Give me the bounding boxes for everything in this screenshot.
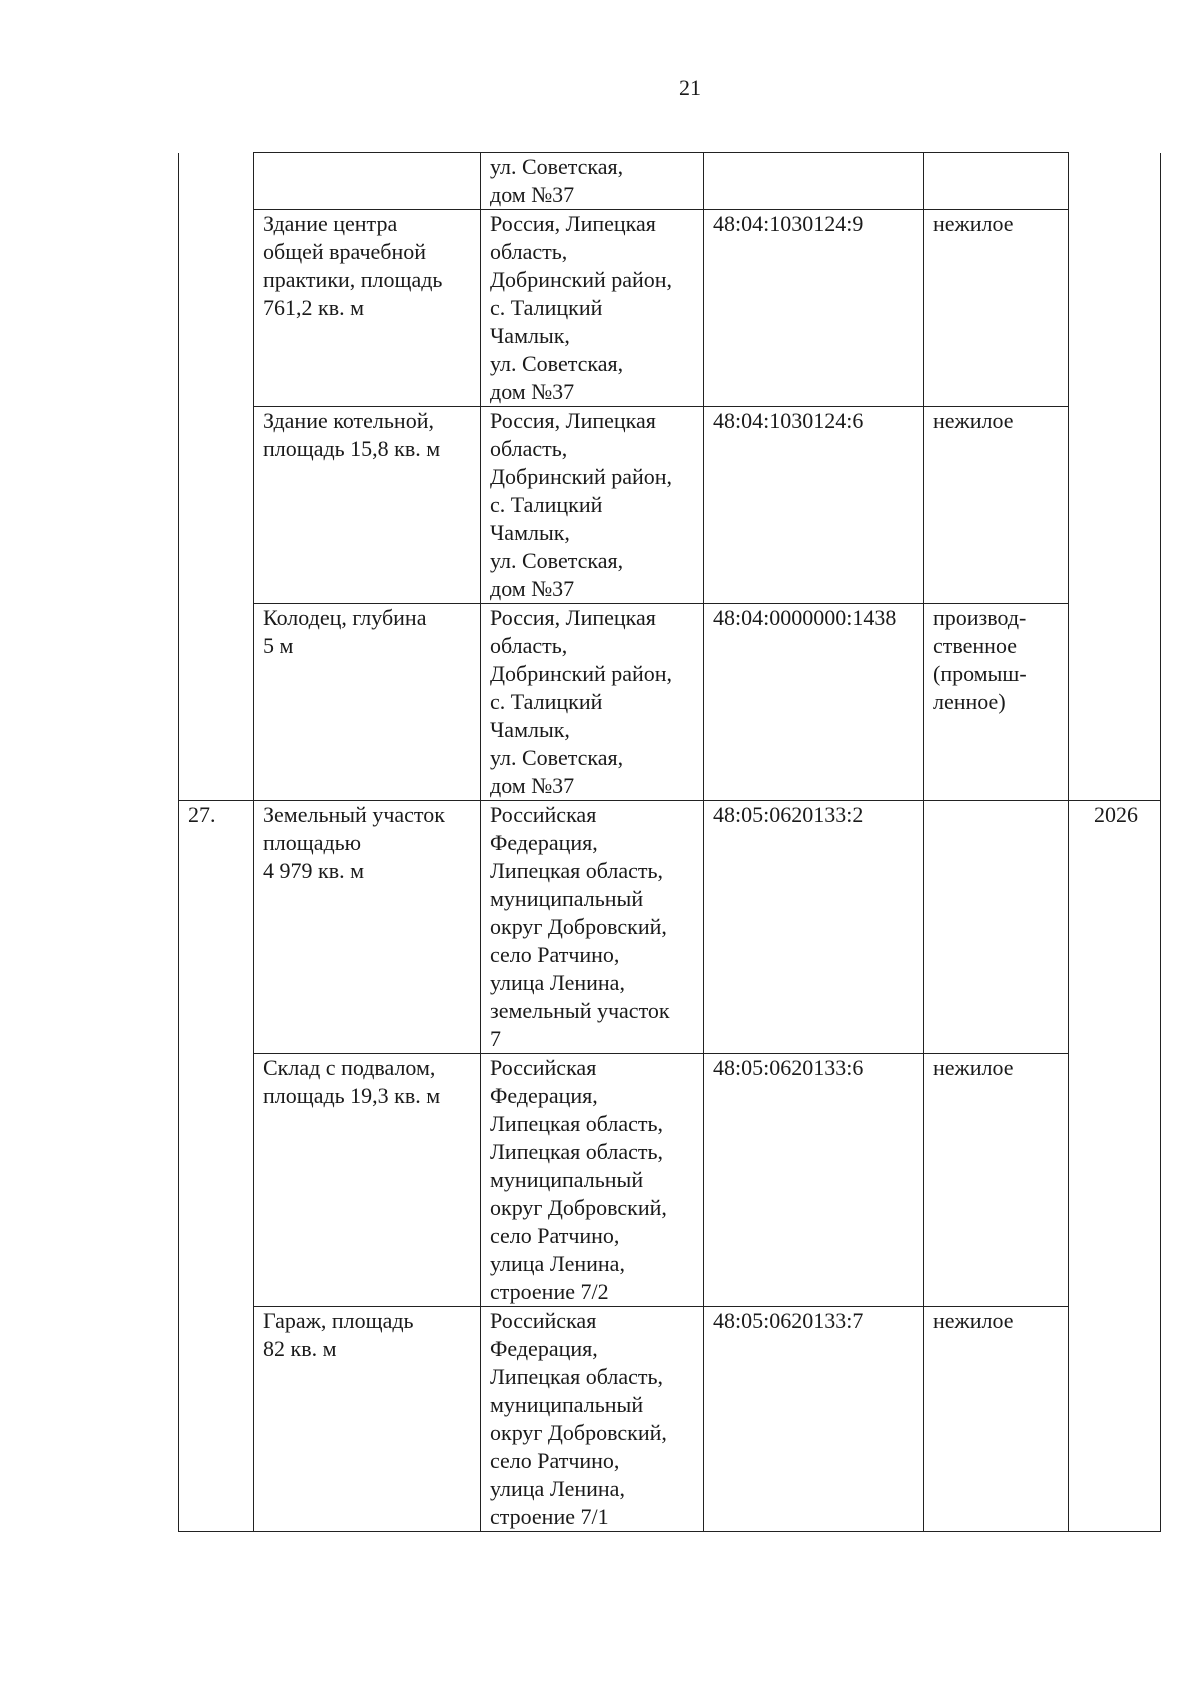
purpose-cell: производ- ственное (промыш- ленное) bbox=[924, 604, 1069, 801]
year-cell: 2026 bbox=[1069, 801, 1161, 1532]
item-number-cell: 27. bbox=[179, 801, 254, 1532]
address-cell: Россия, Липецкая область, Добринский район, с. Талицкий Чамлык, ул. Советская, дом №37 bbox=[481, 407, 704, 604]
address-cell: Российская Федерация, Липецкая область, Липецкая область, муниципальный округ Добровский, село Ратчино, улица Ленина, строение 7/2 bbox=[481, 1054, 704, 1307]
item-number-cell bbox=[179, 153, 254, 801]
table-row bbox=[179, 407, 1161, 604]
table-row bbox=[179, 1307, 1161, 1532]
object-name-cell: Склад с подвалом, площадь 19,3 кв. м bbox=[254, 1054, 481, 1307]
page-number: 21 bbox=[679, 75, 701, 100]
cadastral-number-cell: 48:04:0000000:1438 bbox=[704, 604, 924, 801]
address-cell: Российская Федерация, Липецкая область, муниципальный округ Добровский, село Ратчино, улица Ленина, земельный участок 7 bbox=[481, 801, 704, 1054]
object-name-cell: Здание котельной, площадь 15,8 кв. м bbox=[254, 407, 481, 604]
address-cell: Российская Федерация, Липецкая область, муниципальный округ Добровский, село Ратчино, улица Ленина, строение 7/1 bbox=[481, 1307, 704, 1532]
cadastral-number-cell bbox=[704, 153, 924, 210]
table-row bbox=[179, 210, 1161, 407]
table-row bbox=[179, 1054, 1161, 1307]
property-table bbox=[178, 152, 1161, 1532]
cadastral-number-cell: 48:05:0620133:2 bbox=[704, 801, 924, 1054]
table-row bbox=[179, 801, 1161, 1054]
object-name-cell: Здание центра общей врачебной практики, площадь 761,2 кв. м bbox=[254, 210, 481, 407]
table-row bbox=[179, 604, 1161, 801]
cadastral-number-cell: 48:04:1030124:6 bbox=[704, 407, 924, 604]
property-table-container bbox=[178, 152, 1160, 1532]
address-cell: Россия, Липецкая область, Добринский район, с. Талицкий Чамлык, ул. Советская, дом №37 bbox=[481, 210, 704, 407]
purpose-cell: нежилое bbox=[924, 1054, 1069, 1307]
address-cell: Россия, Липецкая область, Добринский район, с. Талицкий Чамлык, ул. Советская, дом №37 bbox=[481, 604, 704, 801]
purpose-cell: нежилое bbox=[924, 1307, 1069, 1532]
purpose-cell: нежилое bbox=[924, 407, 1069, 604]
cadastral-number-cell: 48:05:0620133:6 bbox=[704, 1054, 924, 1307]
table-row bbox=[179, 153, 1161, 210]
purpose-cell: нежилое bbox=[924, 210, 1069, 407]
cadastral-number-cell: 48:04:1030124:9 bbox=[704, 210, 924, 407]
purpose-cell bbox=[924, 153, 1069, 210]
object-name-cell: Гараж, площадь 82 кв. м bbox=[254, 1307, 481, 1532]
purpose-cell bbox=[924, 801, 1069, 1054]
object-name-cell: Колодец, глубина 5 м bbox=[254, 604, 481, 801]
year-cell bbox=[1069, 153, 1161, 801]
address-cell: ул. Советская, дом №37 bbox=[481, 153, 704, 210]
cadastral-number-cell: 48:05:0620133:7 bbox=[704, 1307, 924, 1532]
object-name-cell: Земельный участок площадью 4 979 кв. м bbox=[254, 801, 481, 1054]
object-name-cell bbox=[254, 153, 481, 210]
